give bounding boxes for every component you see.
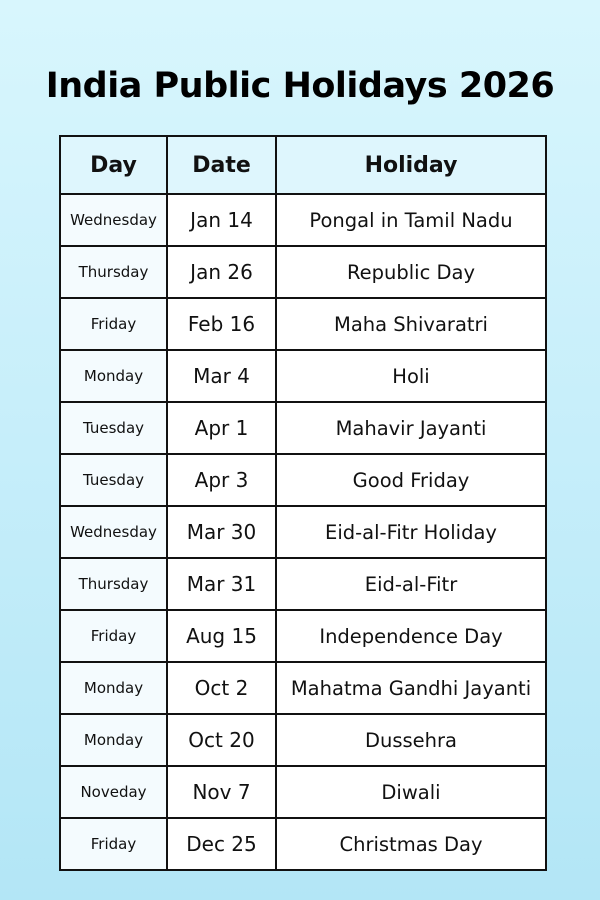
date-cell: Apr 1 xyxy=(167,402,276,454)
table-row xyxy=(60,402,546,454)
table-header-row xyxy=(60,136,546,194)
date-cell: Mar 31 xyxy=(167,558,276,610)
page-title: India Public Holidays 2026 xyxy=(45,66,555,106)
day-cell: Tuesday xyxy=(60,454,167,506)
day-cell: Thursday xyxy=(60,558,167,610)
date-cell: Apr 3 xyxy=(167,454,276,506)
holiday-cell: Republic Day xyxy=(276,246,546,298)
date-cell: Mar 4 xyxy=(167,350,276,402)
date-cell: Mar 30 xyxy=(167,506,276,558)
day-cell: Friday xyxy=(60,298,167,350)
holiday-cell: Good Friday xyxy=(276,454,546,506)
date-cell: Jan 14 xyxy=(167,194,276,246)
date-cell: Feb 16 xyxy=(167,298,276,350)
holiday-cell: Eid-al-Fitr Holiday xyxy=(276,506,546,558)
day-cell: Wednesday xyxy=(60,194,167,246)
day-cell: Tuesday xyxy=(60,402,167,454)
holiday-cell: Holi xyxy=(276,350,546,402)
table-row xyxy=(60,194,546,246)
day-cell: Friday xyxy=(60,610,167,662)
day-cell: Friday xyxy=(60,818,167,870)
holiday-cell: Pongal in Tamil Nadu xyxy=(276,194,546,246)
date-cell: Dec 25 xyxy=(167,818,276,870)
holiday-cell: Independence Day xyxy=(276,610,546,662)
table-row xyxy=(60,610,546,662)
table-row xyxy=(60,558,546,610)
day-cell: Monday xyxy=(60,714,167,766)
table-row xyxy=(60,454,546,506)
date-cell: Nov 7 xyxy=(167,766,276,818)
table-row xyxy=(60,350,546,402)
table-row xyxy=(60,818,546,870)
day-cell: Monday xyxy=(60,662,167,714)
day-cell: Monday xyxy=(60,350,167,402)
date-cell: Oct 20 xyxy=(167,714,276,766)
holiday-cell: Eid-al-Fitr xyxy=(276,558,546,610)
header-holiday: Holiday xyxy=(276,136,546,194)
date-cell: Aug 15 xyxy=(167,610,276,662)
date-cell: Oct 2 xyxy=(167,662,276,714)
day-cell: Wednesday xyxy=(60,506,167,558)
holiday-cell: Mahavir Jayanti xyxy=(276,402,546,454)
table-row xyxy=(60,246,546,298)
holiday-cell: Diwali xyxy=(276,766,546,818)
holidays-table xyxy=(59,135,547,871)
table-row xyxy=(60,662,546,714)
holiday-cell: Maha Shivaratri xyxy=(276,298,546,350)
holiday-cell: Mahatma Gandhi Jayanti xyxy=(276,662,546,714)
table-row xyxy=(60,506,546,558)
header-date: Date xyxy=(167,136,276,194)
table-row xyxy=(60,766,546,818)
date-cell: Jan 26 xyxy=(167,246,276,298)
table-row xyxy=(60,714,546,766)
day-cell: Noveday xyxy=(60,766,167,818)
header-day: Day xyxy=(60,136,167,194)
day-cell: Thursday xyxy=(60,246,167,298)
holiday-cell: Dussehra xyxy=(276,714,546,766)
table-row xyxy=(60,298,546,350)
holiday-cell: Christmas Day xyxy=(276,818,546,870)
